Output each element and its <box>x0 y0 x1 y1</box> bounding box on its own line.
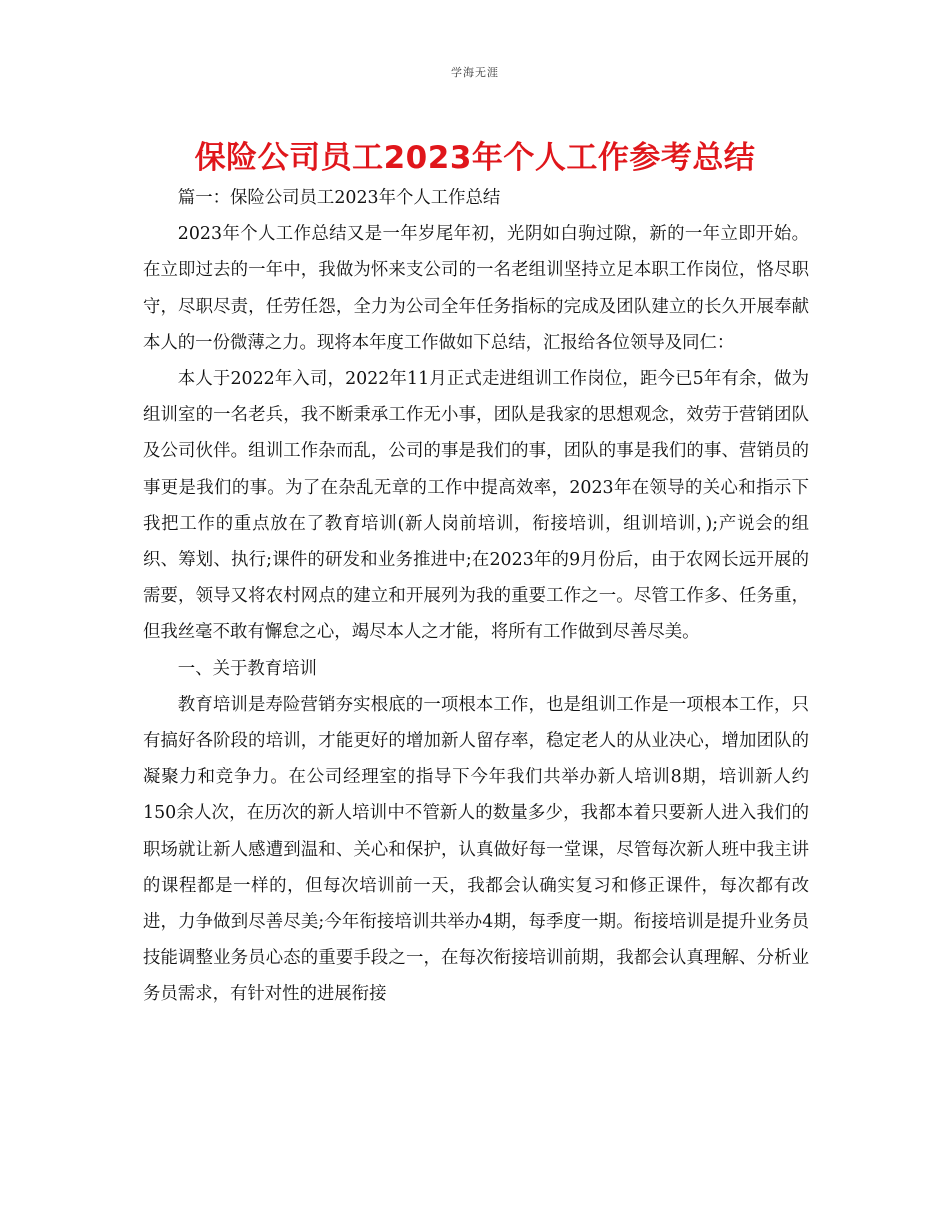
document-body <box>143 180 809 1013</box>
body-paragraph: 2023年个人工作总结又是一年岁尾年初，光阴如白驹过隙，新的一年立即开始。在立即过去的一年中，我做为怀来支公司的一名老组训坚持立足本职工作岗位，恪尽职守，尽职尽责，任劳任怨，全力为公司全年任务指标的完成及团队建立的长久开展奉献本人的一份微薄之力。现将本年度工作做如下总结，汇报给各位领导及同仁： <box>143 224 809 353</box>
section-heading: 一、关于教育培训 <box>177 658 317 679</box>
body-paragraph: 教育培训是寿险营销夯实根底的一项根本工作，也是组训工作是一项根本工作，只有搞好各阶段的培训，才能更好的增加新人留存率，稳定老人的从业决心，增加团队的凝聚力和竞争力。在公司经理室的指导下今年我们共举办新人培训8期，培训新人约150余人次，在历次的新人培训中不管新人的数量多少，我都本着只要新人进入我们的职场就让新人感遭到温和、关心和保护，认真做好每一堂课，尽管每次新人班中我主讲的课程都是一样的，但每次培训前一天，我都会认确实复习和修正课件，每次都有改进，力争做到尽善尽美;今年衔接培训共举办4期，每季度一期。衔接培训是提升业务员技能调整业务员心态的重要手段之一，在每次衔接培训前期，我都会认真理解、分析业务员需求，有针对性的进展衔接 <box>143 694 809 1005</box>
document-title: 保险公司员工2023年个人工作参考总结 <box>194 140 756 176</box>
section-subtitle: 篇一：保险公司员工2023年个人工作总结 <box>177 188 501 208</box>
body-paragraph: 本人于2022年入司，2022年11月正式走进组训工作岗位，距今已5年有余，做为组训室的一名老兵，我不断秉承工作无小事，团队是我家的思想观念，效劳于营销团队及公司伙伴。组训工作杂而乱，公司的事是我们的事，团队的事是我们的事、营销员的事更是我们的事。为了在杂乱无章的工作中提高效率，2023年在领导的关心和指示下我把工作的重点放在了教育培训(新人岗前培训，衔接培训，组训培训，);产说会的组织、筹划、执行;课件的研发和业务推进中;在2023年的9月份后，由于农网长远开展的需要，领导又将农村网点的建立和开展列为我的重要工作之一。尽管工作多、任务重，但我丝毫不敢有懈怠之心，竭尽本人之才能，将所有工作做到尽善尽美。 <box>143 369 809 643</box>
page-header: 学海无涯 <box>451 66 499 79</box>
